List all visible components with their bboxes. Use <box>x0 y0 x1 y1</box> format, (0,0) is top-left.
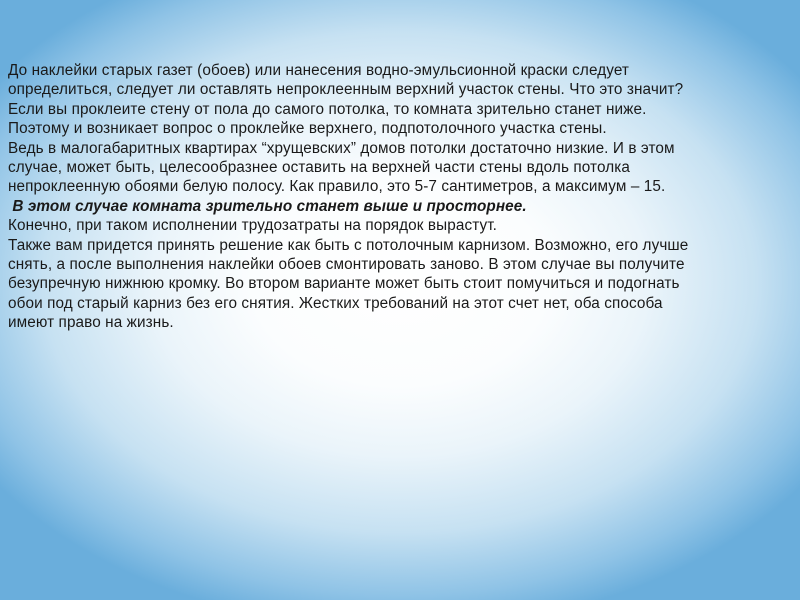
emphasized-line: В этом случае комната зрительно станет выше и просторнее. <box>8 197 527 215</box>
text-line: обои под старый карниз без его снятия. Жестких требований на этот счет нет, оба способа <box>8 294 663 312</box>
text-line: определиться, следует ли оставлять непроклеенным верхний участок стены. Что это значит? <box>8 81 684 99</box>
body-text <box>8 61 798 333</box>
text-line: снять, а после выполнения наклейки обоев смонтировать заново. В этом случае вы получите <box>8 256 685 274</box>
text-line: До наклейки старых газет (обоев) или нанесения водно-эмульсионной краски следует <box>8 62 630 79</box>
text-line: Ведь в малогабаритных квартирах “хрущевских” домов потолки достаточно низкие. И в этом <box>8 139 675 157</box>
text-line: имеют право на жизнь. <box>8 314 174 332</box>
text-line: безупречную нижнюю кромку. Во втором варианте может быть стоит помучиться и подогнать <box>8 275 680 293</box>
text-line: Поэтому и возникает вопрос о проклейке верхнего, подпотолочного участка стены. <box>8 120 607 138</box>
text-line: Также вам придется принять решение как быть с потолочным карнизом. Возможно, его лучше <box>8 236 689 254</box>
text-line: непроклеенную обоями белую полосу. Как правило, это 5-7 сантиметров, а максимум – 15. <box>8 178 666 196</box>
text-line: случае, может быть, целесообразнее оставить на верхней части стены вдоль потолка <box>8 159 630 177</box>
text-line: Если вы проклеите стену от пола до самого потолка, то комната зрительно станет ниже. <box>8 100 647 118</box>
text-line: Конечно, при таком исполнении трудозатраты на порядок вырастут. <box>8 217 497 235</box>
